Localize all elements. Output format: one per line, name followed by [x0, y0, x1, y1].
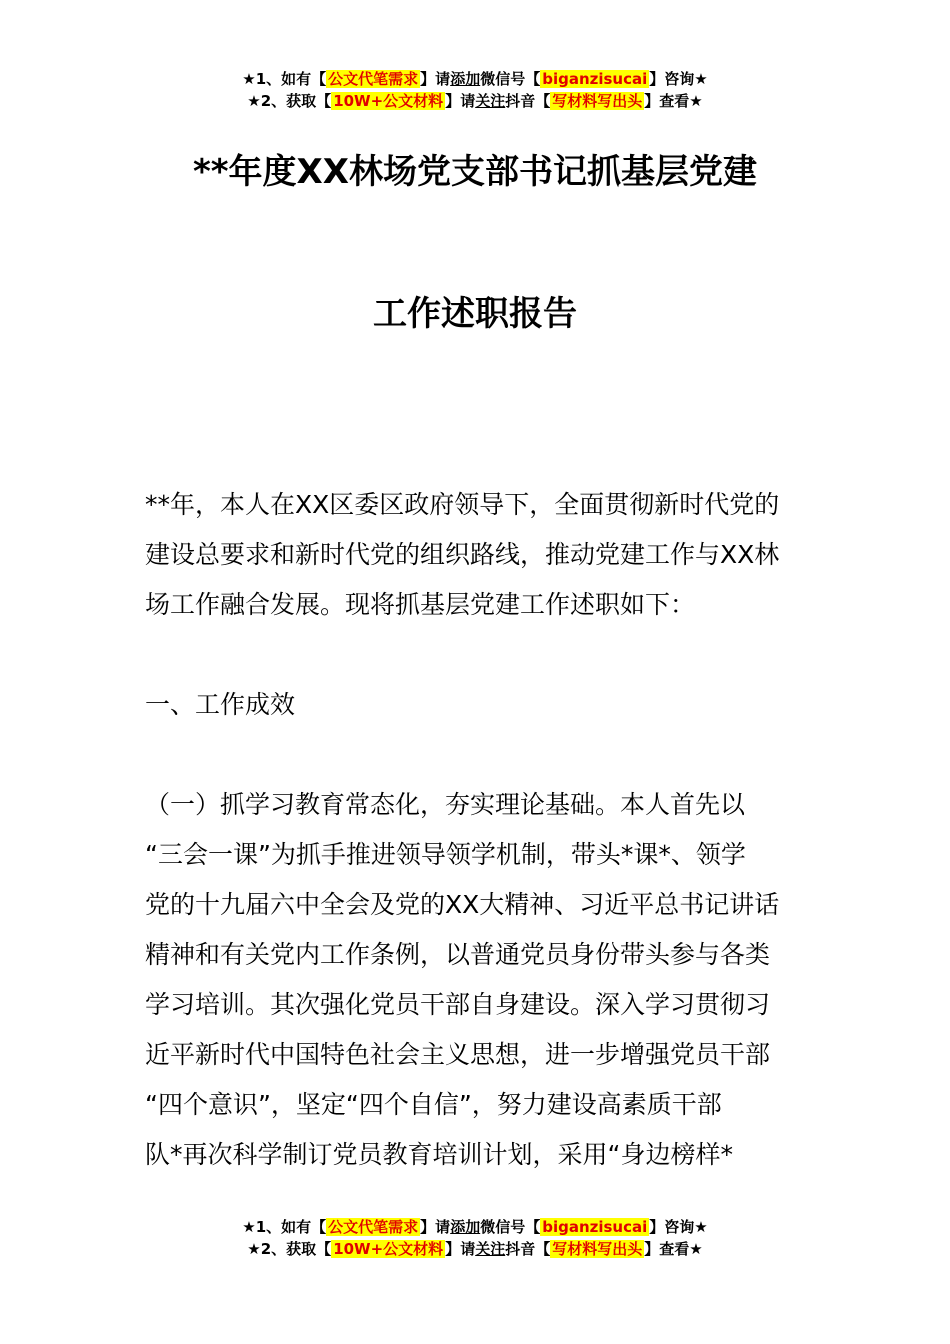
- notice-text: ★2、获取【: [247, 1240, 332, 1258]
- notice-highlight: biganzisucai: [542, 70, 648, 88]
- notice-text: 抖音【: [505, 92, 551, 110]
- notice-text: ★2、获取【: [247, 92, 332, 110]
- section-heading: 一、工作成效: [145, 690, 296, 719]
- notice-text: 】请: [445, 1240, 476, 1258]
- document-title-line-1: **年度XX林场党支部书记抓基层党建: [193, 152, 757, 192]
- notice-highlight: biganzisucai: [542, 1218, 648, 1236]
- notice-text: 微信号【: [480, 70, 541, 88]
- intro-paragraph: [145, 480, 810, 630]
- text-line: 近平新时代中国特色社会主义思想，进一步增强党员干部: [145, 1040, 771, 1069]
- text-line: “三会一课”为抓手推进领导领学机制，带头*课*、领学: [145, 840, 746, 869]
- text-line: 精神和有关党内工作条例，以普通党员身份带头参与各类: [145, 940, 771, 969]
- text-line: 建设总要求和新时代党的组织路线，推动党建工作与XX林: [145, 540, 780, 569]
- notice-text: 】咨询★: [649, 1218, 708, 1236]
- notice-line-2: [0, 90, 950, 112]
- notice-text: 】请: [420, 1218, 451, 1236]
- text-line: 队*再次科学制订党员教育培训计划，采用“身边榜样*: [145, 1140, 733, 1169]
- header-notice: [0, 68, 950, 112]
- text-line: **年，本人在XX区委区政府领导下，全面贯彻新时代党的: [145, 490, 780, 519]
- footer-notice: [0, 1216, 950, 1260]
- notice-highlight: 写材料写出头: [552, 92, 643, 110]
- section-paragraph: [145, 780, 810, 1180]
- notice-highlight: 公文代笔需求: [328, 70, 419, 88]
- text-line: 党的十九届六中全会及党的XX大精神、习近平总书记讲话: [145, 890, 780, 919]
- text-line: （一）抓学习教育常态化，夯实理论基础。本人首先以: [145, 790, 746, 819]
- notice-text: 】请: [420, 70, 451, 88]
- notice-text: 】查看★: [644, 1240, 703, 1258]
- notice-underline: 关注: [475, 1240, 506, 1258]
- notice-underline: 添加: [450, 1218, 481, 1236]
- notice-underline: 关注: [475, 92, 506, 110]
- text-line: 学习培训。其次强化党员干部自身建设。深入学习贯彻习: [145, 990, 771, 1019]
- notice-line-1: [0, 68, 950, 90]
- text-line: 场工作融合发展。现将抓基层党建工作述职如下：: [145, 590, 696, 619]
- notice-text: 】请: [445, 92, 476, 110]
- notice-highlight: 公文代笔需求: [328, 1218, 419, 1236]
- document-title-line-2: 工作述职报告: [373, 294, 577, 334]
- notice-text: 】咨询★: [649, 70, 708, 88]
- notice-underline: 添加: [450, 70, 481, 88]
- notice-highlight: 10W+公文材料: [333, 1240, 444, 1258]
- notice-highlight: 10W+公文材料: [333, 92, 444, 110]
- text-line: “四个意识”，坚定“四个自信”，努力建设高素质干部: [145, 1090, 722, 1119]
- notice-highlight: 写材料写出头: [552, 1240, 643, 1258]
- notice-text: 微信号【: [480, 1218, 541, 1236]
- notice-line-1: [0, 1216, 950, 1238]
- notice-text: 】查看★: [644, 92, 703, 110]
- notice-line-2: [0, 1238, 950, 1260]
- notice-text: ★1、如有【: [242, 1218, 327, 1236]
- notice-text: ★1、如有【: [242, 70, 327, 88]
- notice-text: 抖音【: [505, 1240, 551, 1258]
